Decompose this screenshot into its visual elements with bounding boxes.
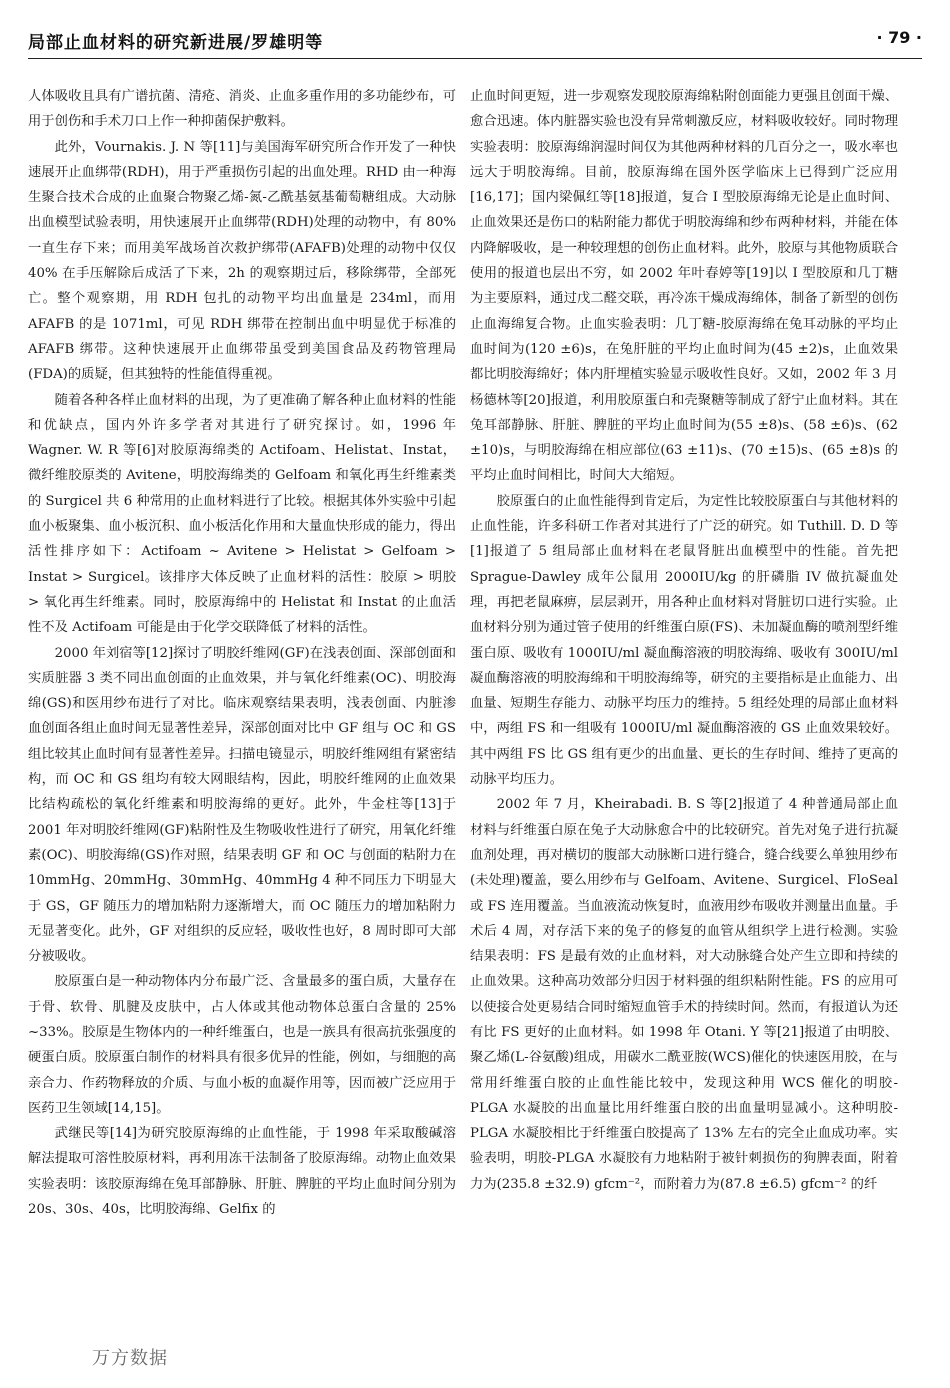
- paragraph: 武继民等[14]为研究胶原海绵的止血性能，于 1998 年采取酸碱溶解法提取可溶性胶原材料，再利用冻干法制备了胶原海绵。动物止血效果实验表明：该胶原海绵在兔耳部静脉、肝脏、脾脏的平均止血时间分别为 20s、30s、40s，比明胶海绵、Gelfix 的: [28, 1126, 456, 1218]
- paragraph: 止血时间更短，进一步观察发现胶原海绵粘附创面能力更强且创面干燥、愈合迅速。体内脏器实验也没有异常刺激反应，材料吸收较好。同时物理实验表明：胶原海绵润湿时间仅为其他两种材料的几百分之一，吸水率也远大于明胶海绵。目前，胶原海绵在国外医学临床上已得到广泛应用[16,17]；国内梁佩红等[18]报道，复合 I 型胶原海绵无论是止血时间、止血效果还是伤口的粘附能力都优于明胶海绵和纱布两种材料，并能在体内降解吸收，是一种较理想的创伤止血材料。此外，胶原与其他物质联合使用的报道也层出不穷，如 2002 年叶春婷等[19]以 I 型胶原和几丁糖为主要原料，通过戊二醛交联，再冷冻干燥成海绵体，制备了新型的创伤止血海绵复合物。止血实验表明：几丁糖-胶原海绵在兔耳动脉的平均止血时间为(120 ±6)s，在兔肝脏的平均止血时间为(45 ±2)s，止血效果都比明胶海绵好；体内肝埋植实验显示吸收性良好。又如，2002 年 3 月杨德林等[20]报道，利用胶原蛋白和壳聚糖等制成了舒宁止血材料。其在兔耳部静脉、肝脏、脾脏的平均止血时间为(55 ±8)s、(58 ±6)s、(62 ±10)s，与明胶海绵在相应部位(63 ±11)s、(70 ±15)s、(65 ±8)s 的平均止血时间相比，时间大大缩短。: [470, 89, 898, 484]
- running-title: 局部止血材料的研究新进展/罗雄明等: [28, 33, 324, 53]
- watermark-logo: 万方数据: [92, 1348, 168, 1369]
- paragraph: 2000 年刘宿等[12]探讨了明胶纤维网(GF)在浅表创面、深部创面和实质脏器 3 类不同出血创面的止血效果，并与氧化纤维素(OC)、明胶海绵(GS)和医用纱布进行了对比。临床观察结果表明，浅表创面、内脏渗血创面各组止血时间无显著性差异，深部创面对比中 GF 组与 OC 和 GS 组比较其止血时间有显著性差异。扫描电镜显示，明胶纤维网组有紧密结构，而 OC 和 GS 组均有较大网眼结构，因此，明胶纤维网的止血效果比结构疏松的氧化纤维素和明胶海绵的更好。此外，牛金柱等[13]于 2001 年对明胶纤维网(GF)粘附性及生物吸收性进行了研究，用氧化纤维素(OC)、明胶海绵(GS)作对照，结果表明 GF 和 OC 与创面的粘附力在 10mmHg、20mmHg、30mmHg、40mmHg 4 种不同压力下明显大于 GS，GF 随压力的增加粘附力逐渐增大，而 OC 随压力的增加粘附力无显著变化。此外，GF 对组织的反应轻，吸收性也好，8 周时即可大部分被吸收。: [28, 645, 456, 965]
- paragraph: 随着各种各样止血材料的出现，为了更准确了解各种止血材料的性能和优缺点，国内外许多学者对其进行了研究探讨。如，1996 年 Wagner. W. R 等[6]对胶原海绵类的 Actifoam、Helistat、Instat，微纤维胶原类的 Avitene，明胶海绵类的 Gelfoam 和氧化再生纤维素类的 Surgicel 共 6 种常用的止血材料进行了比较。根据其体外实验中引起血小板聚集、血小板沉积、血小板活化作用和大量血快形成的能力，得出活性排序如下：Actifoam ~ Avitene > Helistat > Gelfoam > Instat > Surgicel。该排序大体反映了止血材料的活性：胶原 > 明胶 > 氧化再生纤维素。同时，胶原海绵中的 Helistat 和 Instat 的止血活性不及 Actifoam 可能是由于化学交联降低了材料的活性。: [28, 392, 456, 636]
- page-number: · 79 ·: [876, 28, 922, 47]
- paragraph: 此外，Vournakis. J. N 等[11]与美国海军研究所合作开发了一种快速展开止血绑带(RDH)，用于严重损伤引起的出血处理。RHD 由一种海生聚合技术合成的止血聚合物聚乙烯-氮-乙酰基氨基葡萄糖组成。大动脉出血模型试验表明，用快速展开止血绑带(RDH)处理的动物中，有 80% 一直生存下来；而用美军战场首次救护绑带(AFAFB)处理的动物中仅仅 40% 在手压解除后成活了下来，2h 的观察期过后，移除绑带，全部死亡。整个观察期，用 RDH 包扎的动物平均出血量是 234ml，而用 AFAFB 的是 1071ml，可见 RDH 绑带在控制出血中明显优于标准的 AFAFB 绑带。这种快速展开止血绑带虽受到美国食品及药物管理局(FDA)的质疑，但其独特的性能值得重视。: [28, 139, 456, 383]
- left-column: [28, 84, 456, 1352]
- running-header: [28, 28, 922, 58]
- paragraph: 胶原蛋白的止血性能得到肯定后，为定性比较胶原蛋白与其他材料的止血性能，许多科研工作者对其进行了广泛的研究。如 Tuthill. D. D 等[1]报道了 5 组局部止血材料在老鼠肾脏出血模型中的性能。首先把 Sprague-Dawley 成年公鼠用 2000IU/kg 的肝磷脂 IV 做抗凝血处理，再把老鼠麻痹，层层剥开，用各种止血材料对肾脏切口进行实验。止血材料分别为通过管子使用的纤维蛋白原(FS)、未加凝血酶的喷剂型纤维蛋白原、吸收有 1000IU/ml 凝血酶溶液的明胶海绵、吸收有 300IU/ml 凝血酶溶液的明胶海绵和干明胶海绵等，研究的主要指标是止血能力、出血量、短期生存能力、动脉平均压力的维持。5 组经处理的局部止血材料中，两组 FS 和一组吸有 1000IU/ml 凝血酶溶液的 GS 止血效果较好。其中两组 FS 比 GS 组有更少的出血量、更长的生存时间、维持了更高的动脉平均压力。: [470, 493, 898, 788]
- right-column: [470, 84, 898, 1352]
- paragraph: 2002 年 7 月，Kheirabadi. B. S 等[2]报道了 4 种普通局部止血材料与纤维蛋白原在兔子大动脉愈合中的比较研究。首先对兔子进行抗凝血剂处理，再对横切的腹部大动脉断口进行缝合，缝合线要么单独用纱布(未处理)覆盖，要么用纱布与 Gelfoam、Avitene、Surgicel、FloSeal 或 FS 连用覆盖。当血液流动恢复时，血液用纱布吸收并测量出血量。手术后 4 周，对存活下来的兔子的修复的血管从组织学上进行检测。实验结果表明：FS 是最有效的止血材料，对大动脉缝合处产生立即和持续的止血效果。这种高功效部分归因于材料强的组织粘附性能。FS 的应用可以使接合处更易结合同时缩短血管手术的持续时间。然而，有报道认为还有比 FS 更好的止血材料。如 1998 年 Otani. Y 等[21]报道了由明胶、聚乙烯(L-谷氨酸)组成，用碳水二酰亚胺(WCS)催化的快速医用胶，在与常用纤维蛋白胶的止血性能比较中，发现这种用 WCS 催化的明胶-PLGA 水凝胶的出血量比用纤维蛋白胶的出血量明显减小。这种明胶-PLGA 水凝胶相比于纤维蛋白胶提高了 13% 左右的完全止血成功率。实验表明，明胶-PLGA 水凝胶有力地粘附于被针刺损伤的狗脾表面，附着力为(235.8 ±32.9) gfcm⁻²，而附着力为(87.8 ±6.5) gfcm⁻² 的纤: [470, 797, 898, 1192]
- paragraph: 人体吸收且具有广谱抗菌、清疮、消炎、止血多重作用的多功能纱布，可用于创伤和手术刀口上作一种抑菌保护敷料。: [28, 89, 456, 130]
- header-rule: [28, 58, 922, 59]
- paragraph: 胶原蛋白是一种动物体内分布最广泛、含量最多的蛋白质，大量存在于骨、软骨、肌腱及皮肤中，占人体或其他动物体总蛋白含量的 25% ~33%。胶原是生物体内的一种纤维蛋白，也是一族具有很高抗张强度的硬蛋白质。胶原蛋白制作的材料具有很多优异的性能，例如，与细胞的高亲合力、作药物释放的介质、与血小板的血凝作用等，因而被广泛应用于医药卫生领域[14,15]。: [28, 974, 456, 1116]
